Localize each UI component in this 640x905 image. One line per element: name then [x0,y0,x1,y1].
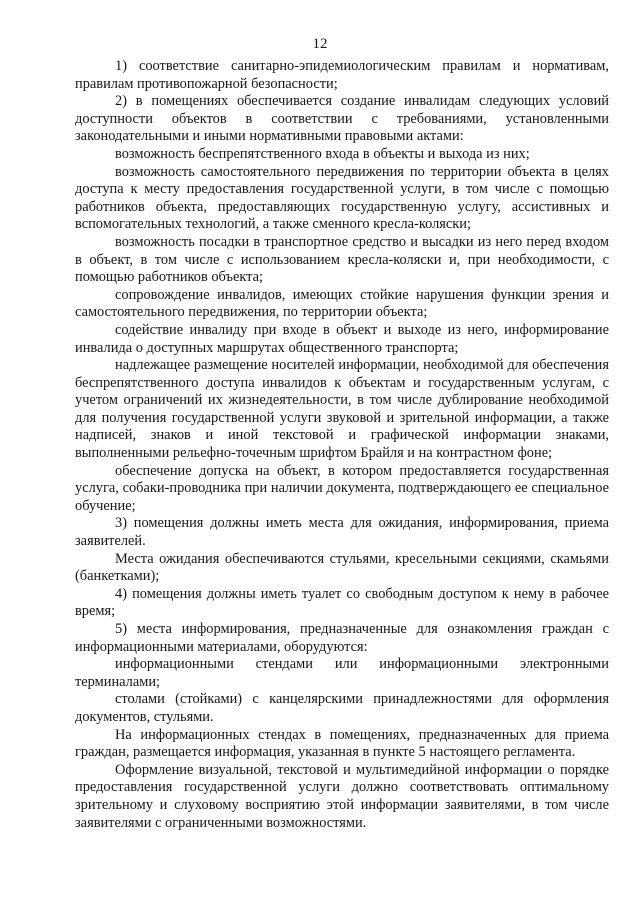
paragraph: возможность посадки в транспортное средство и высадки из него перед входом в объект, в том числе с использованием кресла-коляски и, при необходимости, с помощью работников объекта; [75,233,609,286]
paragraph: информационными стендами или информационными электронными терминалами; [75,656,609,690]
paragraph: 2) в помещениях обеспечивается создание инвалидам следующих условий доступности объектов в соответствии с требованиями, установленными законодательными и иными нормативными правовыми актами: [75,93,609,145]
paragraph: На информационных стендах в помещениях, предназначенных для приема граждан, размещается информация, указанная в пункте 5 настоящего регламента. [75,726,609,761]
paragraph: содействие инвалиду при входе в объект и выходе из него, информирование инвалида о доступных маршрутах общественного транспорта; [75,321,609,356]
page-number: 12 [312,36,328,52]
paragraph: обеспечение допуска на объект, в котором предоставляется государственная услуга, собаки-проводника при наличии документа, подтверждающего ее специальное обучение; [75,462,609,514]
paragraph: 1) соответствие санитарно-эпидемиологическим правилам и нормативам, правилам противопожарной безопасности; [75,58,609,92]
paragraph: столами (стойками) с канцелярскими принадлежностями для оформления документов, стульями. [75,691,609,725]
paragraph: возможность беспрепятственного входа в объекты и выхода из них; [115,145,530,162]
paragraph: 3) помещения должны иметь места для ожидания, информирования, приема заявителей. [75,515,609,550]
paragraph: 4) помещения должны иметь туалет со свободным доступом к нему в рабочее время; [75,585,609,620]
document-body [75,58,609,832]
paragraph: сопровождение инвалидов, имеющих стойкие нарушения функции зрения и самостоятельного передвижения, по территории объекта; [75,286,609,321]
paragraph: надлежащее размещение носителей информации, необходимой для обеспечения беспрепятственного доступа инвалидов к объектам и государственным услугам, с учетом ограничений их жизнедеятельности, в том числе дублирование необходимой для получения государственной услуги звуковой и зрительной информации, а также надписей, знаков и иной текстовой и графической информации знаками, выполненными рельефно-точечным шрифтом Брайля и на контрастном фоне; [75,357,609,462]
paragraph: 5) места информирования, предназначенные для ознакомления граждан с информационными материалами, оборудуются: [75,621,609,655]
paragraph: возможность самостоятельного передвижения по территории объекта в целях доступа к месту предоставления государственной услуги, в том числе с помощью работников объекта, предоставляющих государственную услугу, ассистивных и вспомогательных технологий, а также сменного кресла-коляски; [75,163,609,233]
paragraph: Места ожидания обеспечиваются стульями, кресельными секциями, скамьями (банкетками); [75,550,609,585]
paragraph: Оформление визуальной, текстовой и мультимедийной информации о порядке предоставления государственной услуги должно соответствовать оптимальному зрительному и слуховому восприятию этой информации заявителями, в том числе заявителями с ограниченными возможностями. [75,761,609,831]
